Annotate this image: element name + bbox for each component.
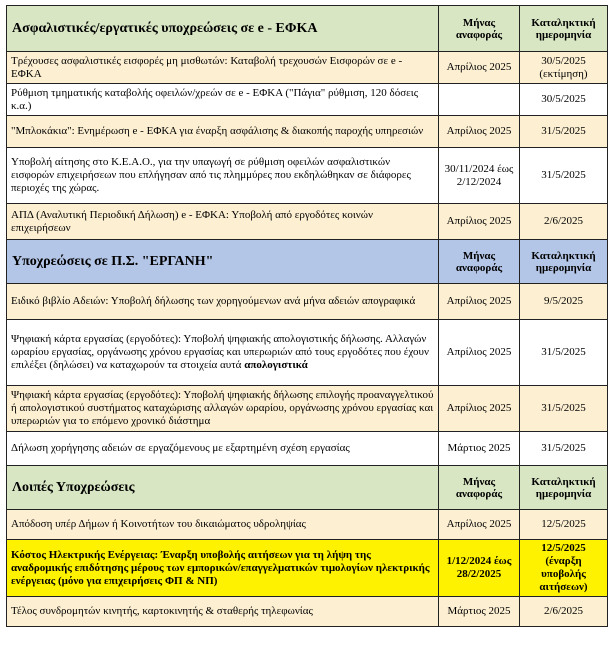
row-month: Μάρτιος 2025 (439, 432, 520, 466)
row-description: Δήλωση χορήγησης αδειών σε εργαζόμενους με εξαρτημένη σχέση εργασίας (7, 432, 439, 466)
row-deadline: 31/5/2025 (520, 320, 608, 386)
row-description: Ψηφιακή κάρτα εργασίας (εργοδότες): Υποβολή ψηφιακής δήλωσης επιλογής προαναγγελτικού ή απολογιστικού συστήματος καταχώρισης αλλαγών ωραρίου, οργάνωσης χρόνου εργασίας και υπερωριών για το επόμενο χρονικό διάστημα (7, 386, 439, 432)
row-month: Απρίλιος 2025 (439, 52, 520, 84)
table-row (7, 432, 608, 466)
section-title: Λοιπές Υποχρεώσεις (7, 466, 439, 510)
column-header-deadline: Καταληκτική ημερομηνία (520, 6, 608, 52)
row-description: Τέλος συνδρομητών κινητής, καρτοκινητής & σταθερής τηλεφωνίας (7, 597, 439, 627)
table-row (7, 84, 608, 116)
section-header-efka (7, 6, 608, 52)
table-row (7, 510, 608, 540)
table-row-highlighted (7, 540, 608, 597)
row-deadline: 9/5/2025 (520, 284, 608, 320)
table-row (7, 320, 608, 386)
section-title: Υποχρεώσεις σε Π.Σ. "ΕΡΓΑΝΗ" (7, 240, 439, 284)
row-description (7, 320, 439, 386)
row-deadline: 31/5/2025 (520, 432, 608, 466)
row-month: Απρίλιος 2025 (439, 510, 520, 540)
row-description: Απόδοση υπέρ Δήμων ή Κοινοτήτων του δικαιώματος υδροληψίας (7, 510, 439, 540)
table-row (7, 284, 608, 320)
row-month (439, 84, 520, 116)
row-month: 1/12/2024 έως 28/2/2025 (439, 540, 520, 597)
row-deadline: 2/6/2025 (520, 597, 608, 627)
row-description: Ειδικό βιβλίο Αδειών: Υποβολή δήλωσης των χορηγούμενων ανά μήνα αδειών απογραφικά (7, 284, 439, 320)
row-month: 30/11/2024 έως 2/12/2024 (439, 148, 520, 204)
row-deadline: 2/6/2025 (520, 204, 608, 240)
section-header-ergani (7, 240, 608, 284)
table-row (7, 148, 608, 204)
row-deadline: 12/5/2025 (520, 510, 608, 540)
column-header-month: Μήνας αναφοράς (439, 240, 520, 284)
row-month: Απρίλιος 2025 (439, 386, 520, 432)
column-header-deadline: Καταληκτική ημερομηνία (520, 466, 608, 510)
table-row (7, 597, 608, 627)
row-month: Απρίλιος 2025 (439, 116, 520, 148)
row-month: Μάρτιος 2025 (439, 597, 520, 627)
row-deadline: 31/5/2025 (520, 386, 608, 432)
row-description: Υποβολή αίτησης στο Κ.Ε.Α.Ο., για την υπαγωγή σε ρύθμιση οφειλών ασφαλιστικών εισφορών επιχειρήσεων που επλήγησαν από τις πλημμύρες που εκδηλώθηκαν σε διάφορες περιοχές της χώρας. (7, 148, 439, 204)
row-description: "Μπλοκάκια": Ενημέρωση e - ΕΦΚΑ για έναρξη ασφάλισης & διακοπής παροχής υπηρεσιών (7, 116, 439, 148)
row-deadline: 31/5/2025 (520, 148, 608, 204)
row-description-emphasis: απολογιστικά (244, 359, 308, 371)
row-deadline: 30/5/2025 (520, 84, 608, 116)
section-title: Ασφαλιστικές/εργατικές υποχρεώσεις σε e - ΕΦΚΑ (7, 6, 439, 52)
table-row (7, 116, 608, 148)
table-row (7, 386, 608, 432)
row-description: Κόστος Ηλεκτρικής Ενέργειας: Έναρξη υποβολής αιτήσεων για τη λήψη της αναδρομικής επιδότησης μέρους των εμπορικών/επαγγελματικών τιμολογίων ηλεκτρικής ενέργειας (μόνο για επιχειρήσεις ΦΠ & ΝΠ) (7, 540, 439, 597)
row-description: Ρύθμιση τμηματικής καταβολής οφειλών/χρεών σε e - ΕΦΚΑ ("Πάγια" ρύθμιση, 120 δόσεις κ.α.) (7, 84, 439, 116)
row-month: Απρίλιος 2025 (439, 204, 520, 240)
section-header-other (7, 466, 608, 510)
column-header-month: Μήνας αναφοράς (439, 466, 520, 510)
row-description: Τρέχουσες ασφαλιστικές εισφορές μη μισθωτών: Καταβολή τρεχουσών Εισφορών σε e - ΕΦΚΑ (7, 52, 439, 84)
obligations-table (6, 5, 608, 627)
row-description: ΑΠΔ (Αναλυτική Περιοδική Δήλωση) e - ΕΦΚΑ: Υποβολή από εργοδότες κοινών επιχειρήσεων (7, 204, 439, 240)
table-row (7, 52, 608, 84)
row-month: Απρίλιος 2025 (439, 320, 520, 386)
row-month: Απρίλιος 2025 (439, 284, 520, 320)
row-description-text: Ψηφιακή κάρτα εργασίας (εργοδότες): Υποβολή ψηφιακής απολογιστικής δήλωσης. Αλλαγών ωραρίου εργασίας, οργάνωσης χρόνου εργασίας και υπερωριών από τους εργοδότες που έχουν επιλέξει (δηλώσει) να καταχωρούν τα στοιχεία αυτά (11, 333, 429, 371)
column-header-deadline: Καταληκτική ημερομηνία (520, 240, 608, 284)
row-deadline: 31/5/2025 (520, 116, 608, 148)
row-deadline: 12/5/2025 (έναρξη υποβολής αιτήσεων) (520, 540, 608, 597)
row-deadline: 30/5/2025 (εκτίμηση) (520, 52, 608, 84)
table-row (7, 204, 608, 240)
column-header-month: Μήνας αναφοράς (439, 6, 520, 52)
